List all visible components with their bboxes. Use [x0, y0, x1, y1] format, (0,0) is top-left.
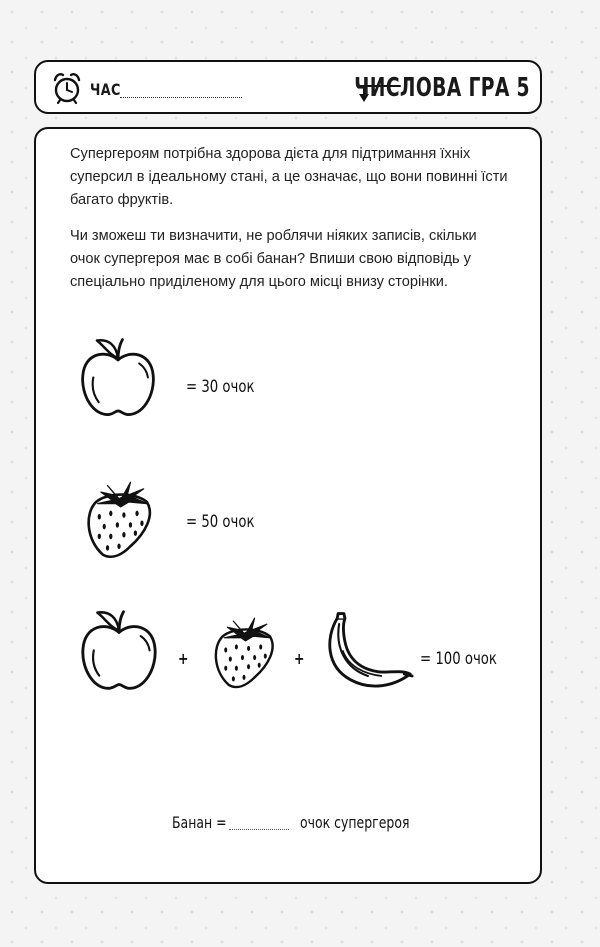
apple-icon	[74, 609, 164, 699]
game-title: ЧИСЛОВА ГРА 5	[354, 73, 530, 103]
strawberry-value: = 50 очок	[186, 512, 255, 532]
time-input-line[interactable]	[120, 97, 242, 98]
alarm-clock-icon	[50, 71, 84, 105]
apple-value: = 30 очок	[186, 377, 255, 397]
plus-sign: +	[178, 649, 189, 668]
header-bar	[34, 60, 542, 114]
answer-suffix: очок супергероя	[300, 813, 410, 832]
strawberry-icon	[78, 479, 160, 561]
apple-icon	[74, 337, 162, 425]
puzzle-card	[34, 127, 542, 884]
plus-sign: +	[294, 649, 305, 668]
time-label: ЧАС	[90, 80, 121, 99]
strawberry-icon	[206, 615, 282, 691]
answer-prefix: Банан =	[172, 813, 227, 832]
intro-paragraph: Супергероям потрібна здорова дієта для підтримання їхніх суперсил в ідеальному стані, а це означає, що вони повинні їсти багато фруктів.	[70, 146, 508, 208]
answer-input-line[interactable]	[229, 829, 289, 830]
total-value: = 100 очок	[420, 649, 497, 669]
question-paragraph: Чи зможеш ти визначити, не роблячи ніяких записів, скільки очок супергероя має в собі банан? Впиши свою відповідь у спеціально приділеному для цього місці внизу сторінки.	[70, 228, 477, 290]
banana-icon	[318, 612, 414, 690]
